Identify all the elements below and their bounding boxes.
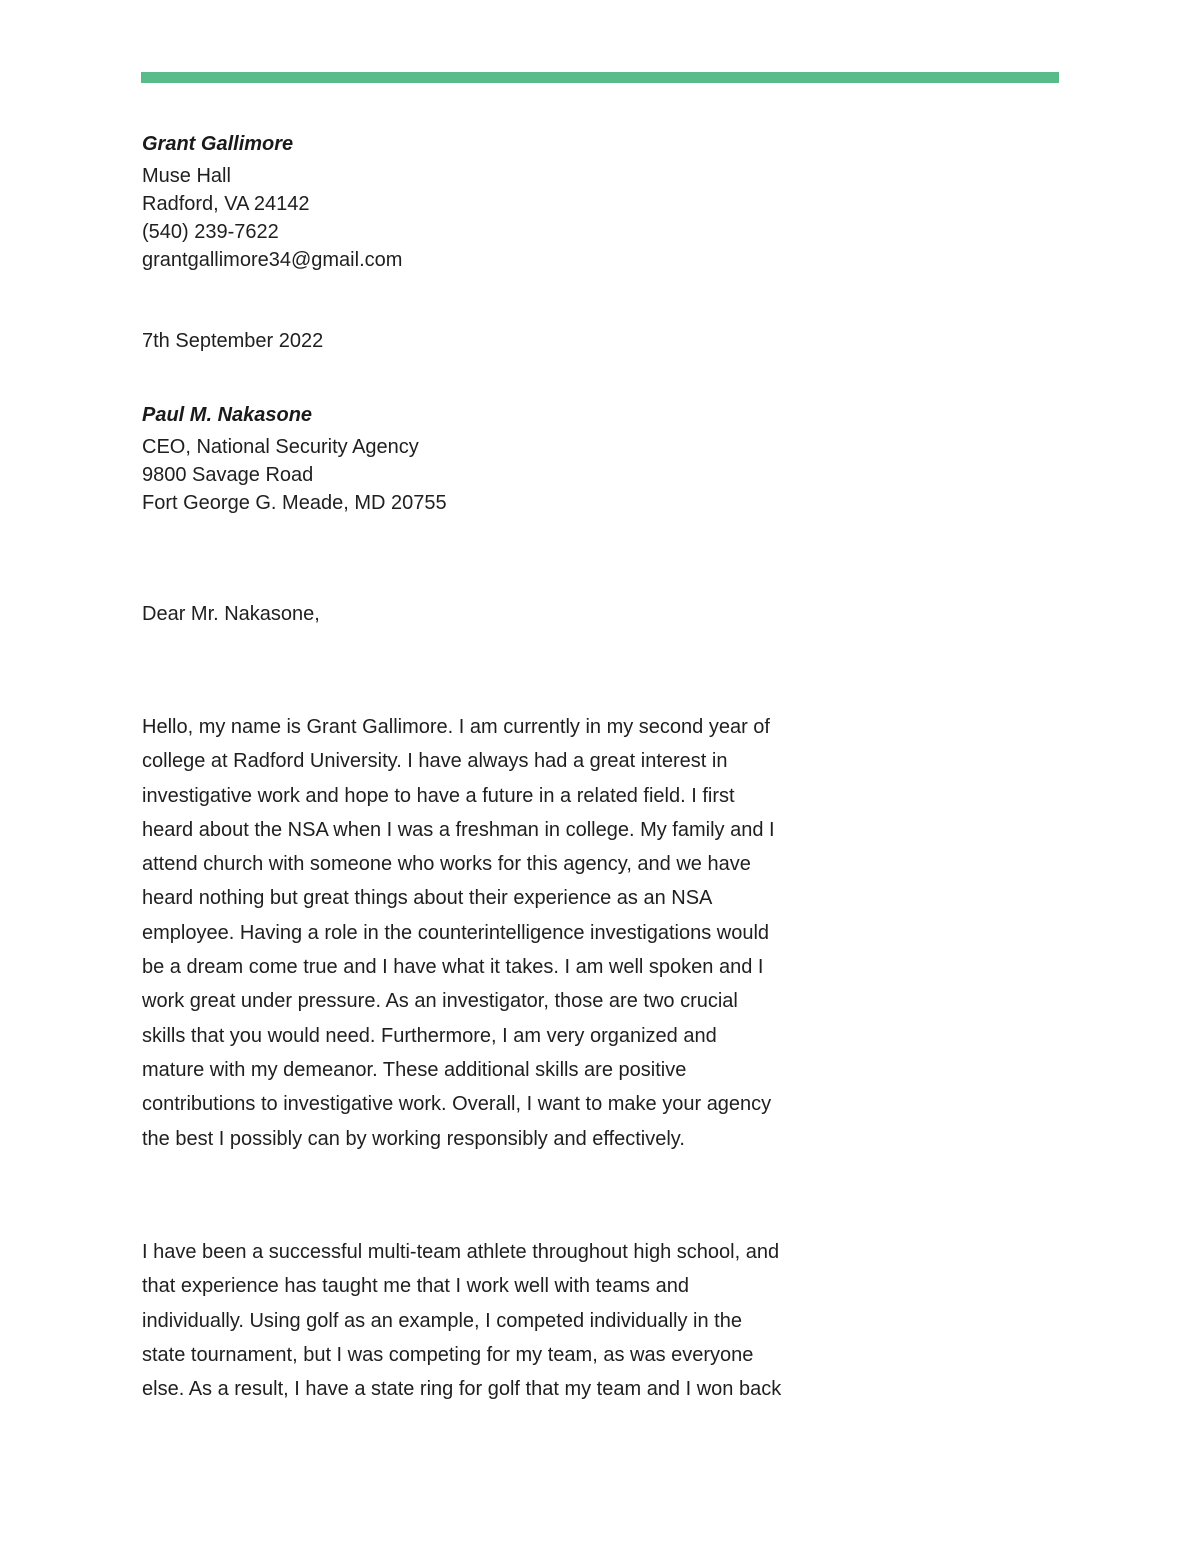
paragraph-line: heard nothing but great things about their experience as an NSA — [142, 887, 713, 910]
recipient-block — [142, 403, 447, 517]
paragraph-line: heard about the NSA when I was a freshman in college. My family and I — [142, 818, 775, 841]
paragraph-line: employee. Having a role in the counterintelligence investigations would — [142, 921, 770, 944]
paragraph-line: college at Radford University. I have always had a great interest in — [142, 750, 728, 773]
recipient-address-line: Fort George G. Meade, MD 20755 — [142, 492, 447, 514]
paragraph-line: attend church with someone who works for this agency, and we have — [142, 853, 751, 876]
recipient-address — [142, 433, 447, 517]
recipient-name: Paul M. Nakasone — [142, 404, 313, 426]
paragraph-line: else. As a result, I have a state ring for golf that my team and I won back — [142, 1378, 782, 1401]
paragraph-line: the best I possibly can by working responsibly and effectively. — [142, 1127, 685, 1150]
letter-date: 7th September 2022 — [142, 330, 324, 352]
paragraph-line: work great under pressure. As an investigator, those are two crucial — [142, 990, 738, 1013]
paragraph-line: mature with my demeanor. These additional skills are positive — [142, 1058, 687, 1081]
sender-address-line: Radford, VA 24142 — [142, 193, 310, 215]
paragraph-line: skills that you would need. Furthermore, I am very organized and — [142, 1024, 717, 1047]
paragraph-line: I have been a successful multi-team athlete throughout high school, and — [142, 1241, 780, 1263]
sender-phone: (540) 239-7622 — [142, 221, 279, 243]
recipient-address-line: 9800 Savage Road — [142, 464, 314, 486]
accent-bar — [141, 72, 1059, 83]
recipient-title: CEO, National Security Agency — [142, 436, 419, 458]
paragraph-line: that experience has taught me that I work well with teams and — [142, 1275, 689, 1298]
sender-email: grantgallimore34@gmail.com — [142, 249, 403, 271]
sender-address-line: Muse Hall — [142, 165, 231, 187]
paragraph-line: be a dream come true and I have what it takes. I am well spoken and I — [142, 956, 764, 979]
body-paragraph-1 — [142, 710, 902, 1156]
paragraph-line: state tournament, but I was competing for my team, as was everyone — [142, 1343, 754, 1366]
body-paragraph-2 — [142, 1235, 902, 1406]
paragraph-line: contributions to investigative work. Overall, I want to make your agency — [142, 1093, 772, 1116]
salutation: Dear Mr. Nakasone, — [142, 603, 320, 625]
paragraph-line: Hello, my name is Grant Gallimore. I am currently in my second year of — [142, 716, 770, 738]
sender-address — [142, 162, 402, 274]
sender-name: Grant Gallimore — [142, 133, 294, 155]
paragraph-line: individually. Using golf as an example, I competed individually in the — [142, 1309, 742, 1332]
paragraph-line: investigative work and hope to have a future in a related field. I first — [142, 784, 735, 807]
sender-block — [142, 132, 402, 274]
